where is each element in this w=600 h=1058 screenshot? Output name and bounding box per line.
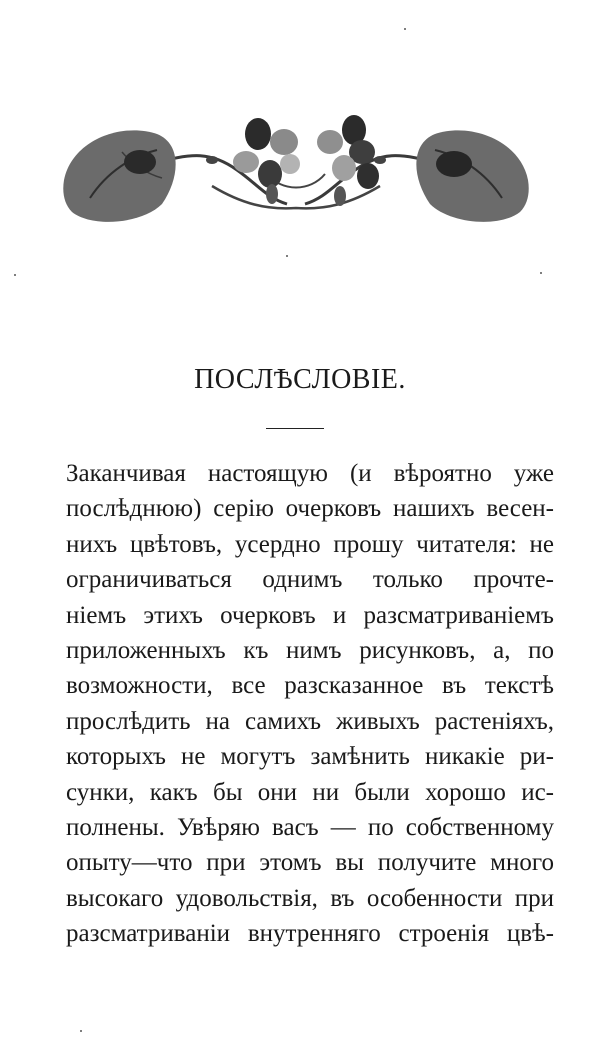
title-divider bbox=[266, 428, 324, 429]
text-line: ніемъ этихъ очерковъ и разсматриваніемъ bbox=[66, 601, 554, 629]
text-line: опыту—что при этомъ вы получите много bbox=[66, 849, 554, 877]
text-line: послѣднюю) серію очерковъ нашихъ весен- bbox=[66, 495, 554, 523]
text-line: полнены. Увѣряю васъ — по собственному bbox=[66, 813, 554, 841]
paper-speck bbox=[286, 255, 288, 257]
paper-speck bbox=[80, 1030, 82, 1032]
page-title: ПОСЛѢСЛОВІЕ. bbox=[194, 364, 406, 395]
text-line: ограничиваться однимъ только прочте- bbox=[66, 566, 554, 594]
text-line: сунки, какъ бы они ни были хорошо ис- bbox=[66, 778, 554, 806]
text-line: Заканчивая настоящую (и вѣроятно уже bbox=[66, 460, 554, 487]
paper-speck bbox=[14, 274, 16, 276]
text-line: приложенныхъ къ нимъ рисунковъ, а, по bbox=[66, 636, 554, 664]
paper-speck bbox=[404, 28, 406, 30]
text-line: прослѣдить на самихъ живыхъ растеніяхъ, bbox=[66, 707, 554, 735]
text-line: высокаго удовольствія, въ особенности при bbox=[66, 884, 554, 912]
text-line: возможности, все разсказанное въ текстѣ bbox=[66, 672, 554, 700]
paper-speck bbox=[540, 272, 542, 274]
text-line: нихъ цвѣтовъ, усердно прошу читателя: не bbox=[66, 530, 554, 558]
body-paragraph bbox=[66, 456, 554, 951]
violet-flowers-ornament bbox=[62, 112, 530, 232]
text-line: которыхъ не могутъ замѣнить никакіе ри- bbox=[66, 743, 554, 771]
text-line: разсматриваніи внутренняго строенія цвѣ- bbox=[66, 920, 554, 948]
